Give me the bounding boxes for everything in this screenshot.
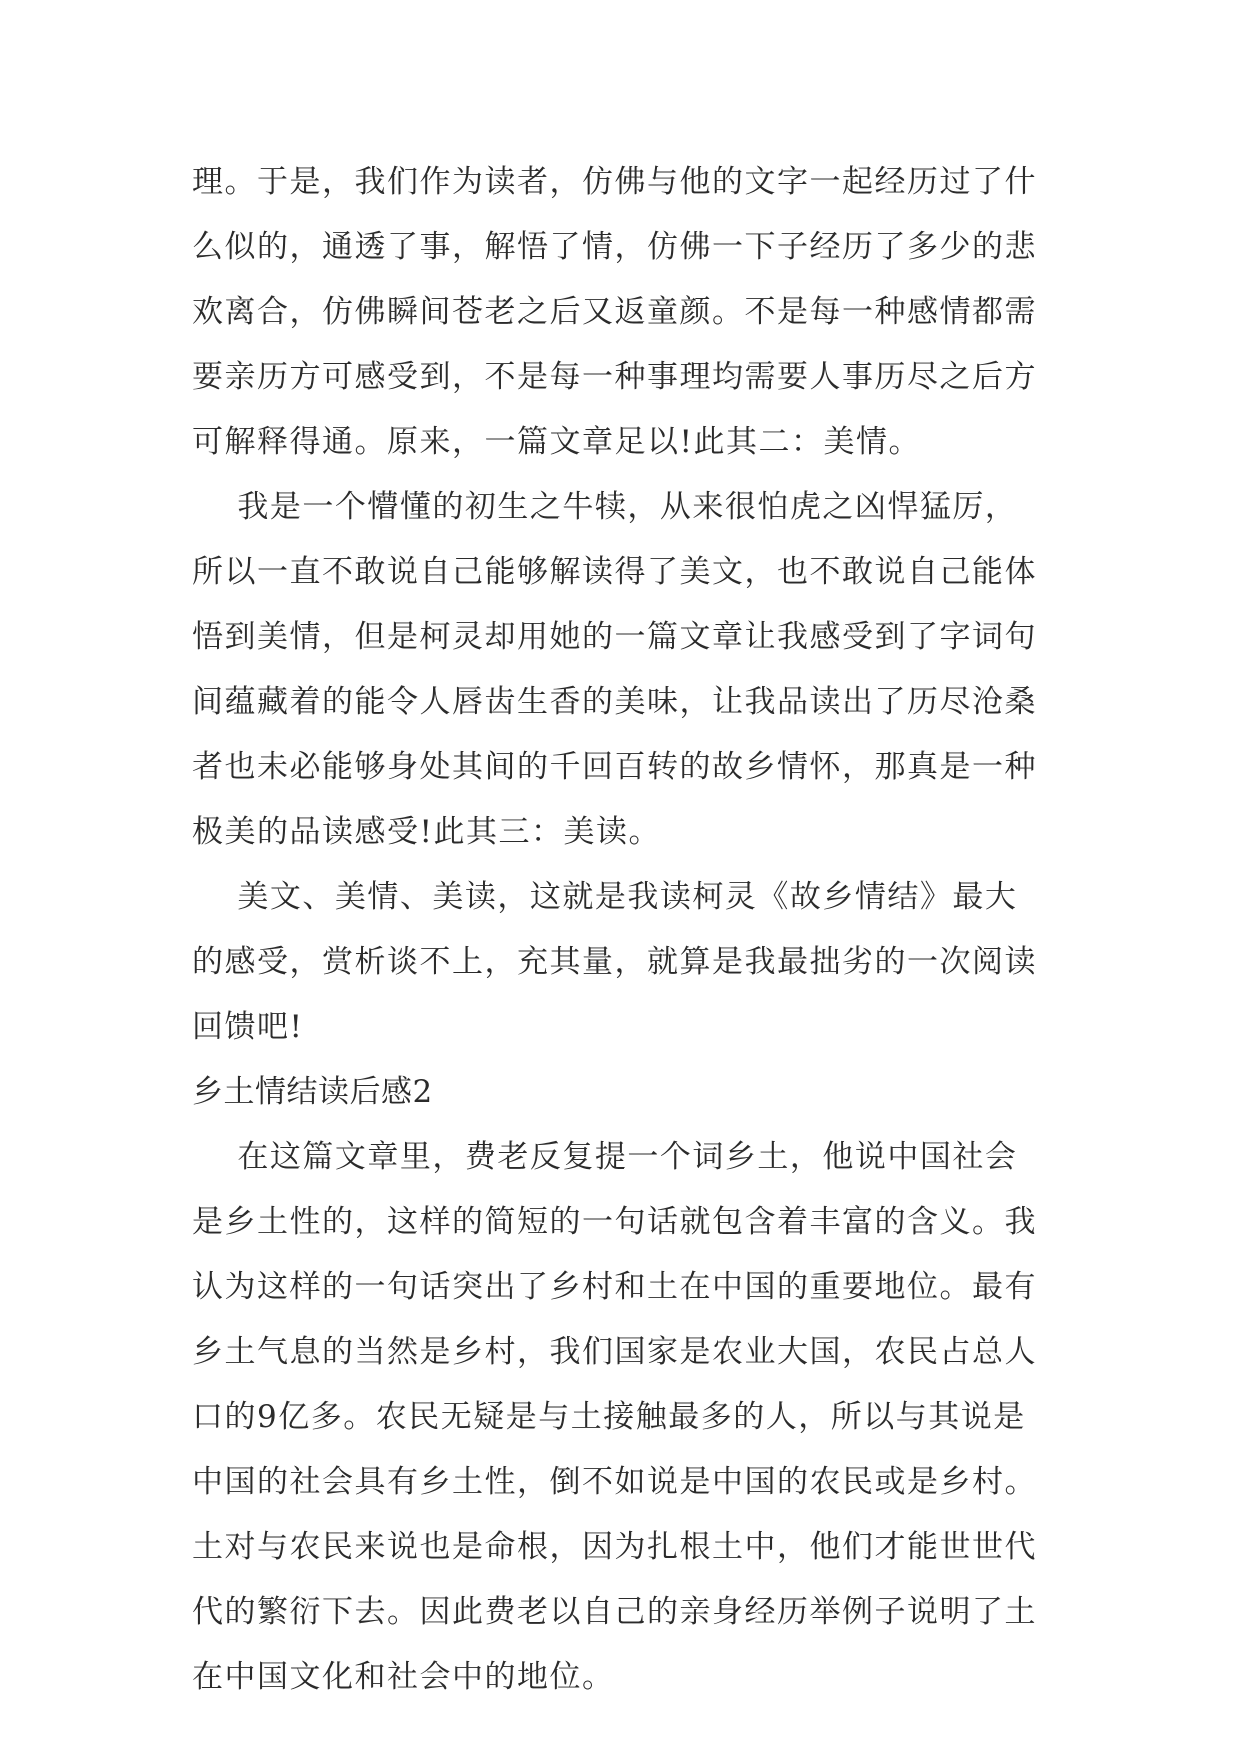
text-line: 是乡土性的，这样的简短的一句话就包含着丰富的含义。我 bbox=[192, 1204, 1037, 1240]
text-line: 在中国文化和社会中的地位。 bbox=[192, 1659, 615, 1695]
text-line: 理。于是，我们作为读者，仿佛与他的文字一起经历过了什 bbox=[192, 164, 1037, 200]
text-line: 可解释得通。原来，一篇文章足以!此其二：美情。 bbox=[192, 424, 921, 460]
text-line: 乡土气息的当然是乡村，我们国家是农业大国，农民占总人 bbox=[192, 1334, 1037, 1370]
text-line: 美文、美情、美读，这就是我读柯灵《故乡情结》最大 bbox=[192, 879, 1018, 915]
text-line: 中国的社会具有乡土性，倒不如说是中国的农民或是乡村。 bbox=[192, 1464, 1037, 1500]
text-line: 么似的，通透了事，解悟了情，仿佛一下子经历了多少的悲 bbox=[192, 229, 1037, 265]
text-line: 悟到美情，但是柯灵却用她的一篇文章让我感受到了字词句 bbox=[192, 619, 1037, 655]
text-line: 代的繁衍下去。因此费老以自己的亲身经历举例子说明了土 bbox=[192, 1594, 1037, 1630]
text-line: 认为这样的一句话突出了乡村和土在中国的重要地位。最有 bbox=[192, 1269, 1037, 1305]
text-line: 要亲历方可感受到，不是每一种事理均需要人事历尽之后方 bbox=[192, 359, 1037, 395]
text-line: 极美的品读感受!此其三：美读。 bbox=[192, 814, 661, 850]
text-line: 口的9亿多。农民无疑是与土接触最多的人，所以与其说是 bbox=[192, 1399, 1026, 1435]
text-line: 所以一直不敢说自己能够解读得了美文，也不敢说自己能体 bbox=[192, 554, 1037, 590]
text-line: 土对与农民来说也是命根，因为扎根土中，他们才能世世代 bbox=[192, 1529, 1037, 1565]
text-line: 的感受，赏析谈不上，充其量，就算是我最拙劣的一次阅读 bbox=[192, 944, 1037, 980]
text-line: 在这篇文章里，费老反复提一个词乡土，他说中国社会 bbox=[192, 1139, 1018, 1175]
document-body bbox=[192, 150, 1072, 1710]
text-line: 者也未必能够身处其间的千回百转的故乡情怀，那真是一种 bbox=[192, 749, 1037, 785]
text-line: 间蕴藏着的能令人唇齿生香的美味，让我品读出了历尽沧桑 bbox=[192, 684, 1037, 720]
text-line: 欢离合，仿佛瞬间苍老之后又返童颜。不是每一种感情都需 bbox=[192, 294, 1037, 330]
text-line: 回馈吧! bbox=[192, 1009, 304, 1045]
text-line: 我是一个懵懂的初生之牛犊，从来很怕虎之凶悍猛厉， bbox=[192, 489, 1018, 525]
section-heading: 乡土情结读后感2 bbox=[192, 1074, 433, 1110]
